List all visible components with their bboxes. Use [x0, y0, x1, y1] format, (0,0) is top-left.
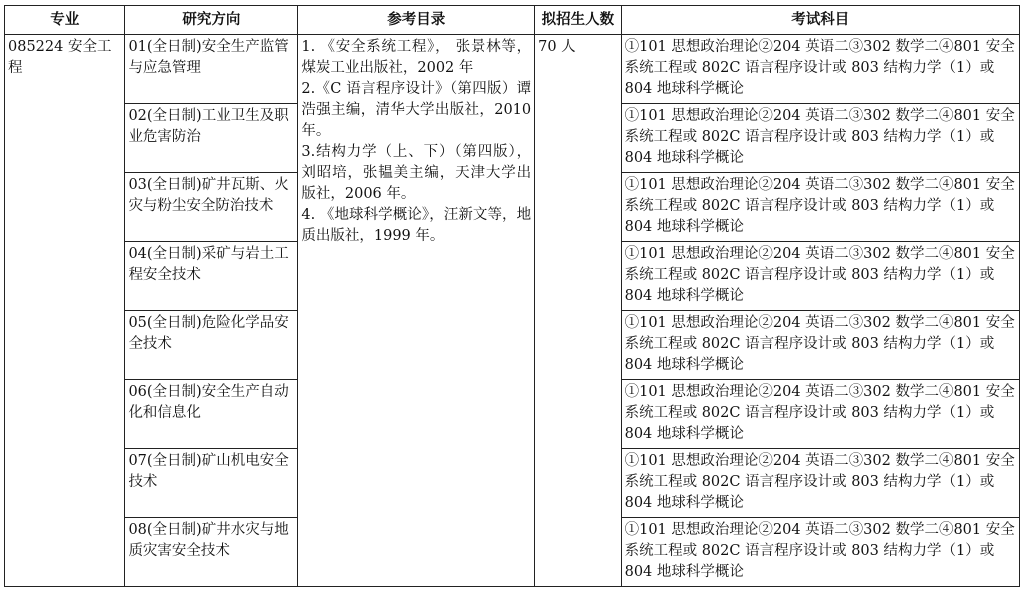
enrollment-table — [4, 5, 1020, 587]
header-row — [5, 6, 1020, 35]
header-enrollment: 拟招生人数 — [535, 6, 621, 35]
header-exam-subjects: 考试科目 — [621, 6, 1019, 35]
exam-cell: ①101 思想政治理论②204 英语二③302 数学二④801 安全系统工程或 802C 语言程序设计或 803 结构力学（1）或 804 地球科学概论 — [621, 104, 1019, 173]
references-cell — [298, 35, 535, 587]
exam-cell: ①101 思想政治理论②204 英语二③302 数学二④801 安全系统工程或 802C 语言程序设计或 803 结构力学（1）或 804 地球科学概论 — [621, 242, 1019, 311]
reference-item: 3.结构力学（上、下）（第四版），刘昭培，张韫美主编，天津大学出版社，2006 年。 — [301, 144, 532, 202]
reference-item: 2.《C 语言程序设计》（第四版）谭浩强主编，清华大学出版社，2010 年。 — [301, 81, 532, 139]
header-direction: 研究方向 — [125, 6, 298, 35]
major-cell: 085224 安全工程 — [5, 35, 125, 587]
exam-cell: ①101 思想政治理论②204 英语二③302 数学二④801 安全系统工程或 802C 语言程序设计或 803 结构力学（1）或 804 地球科学概论 — [621, 35, 1019, 104]
direction-cell: 06(全日制)安全生产自动化和信息化 — [125, 380, 298, 449]
exam-cell: ①101 思想政治理论②204 英语二③302 数学二④801 安全系统工程或 802C 语言程序设计或 803 结构力学（1）或 804 地球科学概论 — [621, 311, 1019, 380]
reference-item: 1. 《安全系统工程》， 张景林等，煤炭工业出版社，2002 年 — [301, 39, 532, 76]
direction-cell: 05(全日制)危险化学品安全技术 — [125, 311, 298, 380]
header-major: 专业 — [5, 6, 125, 35]
exam-cell: ①101 思想政治理论②204 英语二③302 数学二④801 安全系统工程或 802C 语言程序设计或 803 结构力学（1）或 804 地球科学概论 — [621, 518, 1019, 587]
direction-cell: 01(全日制)安全生产监管与应急管理 — [125, 35, 298, 104]
direction-cell: 07(全日制)矿山机电安全技术 — [125, 449, 298, 518]
exam-cell: ①101 思想政治理论②204 英语二③302 数学二④801 安全系统工程或 802C 语言程序设计或 803 结构力学（1）或 804 地球科学概论 — [621, 449, 1019, 518]
reference-item: 4. 《地球科学概论》，汪新文等，地质出版社，1999 年。 — [301, 207, 532, 244]
exam-cell: ①101 思想政治理论②204 英语二③302 数学二④801 安全系统工程或 802C 语言程序设计或 803 结构力学（1）或 804 地球科学概论 — [621, 380, 1019, 449]
direction-cell: 02(全日制)工业卫生及职业危害防治 — [125, 104, 298, 173]
table-row — [5, 35, 1020, 104]
exam-cell: ①101 思想政治理论②204 英语二③302 数学二④801 安全系统工程或 802C 语言程序设计或 803 结构力学（1）或 804 地球科学概论 — [621, 173, 1019, 242]
direction-cell: 03(全日制)矿井瓦斯、火灾与粉尘安全防治技术 — [125, 173, 298, 242]
direction-cell: 04(全日制)采矿与岩土工程安全技术 — [125, 242, 298, 311]
enrollment-cell: 70 人 — [535, 35, 621, 587]
header-references: 参考目录 — [298, 6, 535, 35]
direction-cell: 08(全日制)矿井水灾与地质灾害安全技术 — [125, 518, 298, 587]
